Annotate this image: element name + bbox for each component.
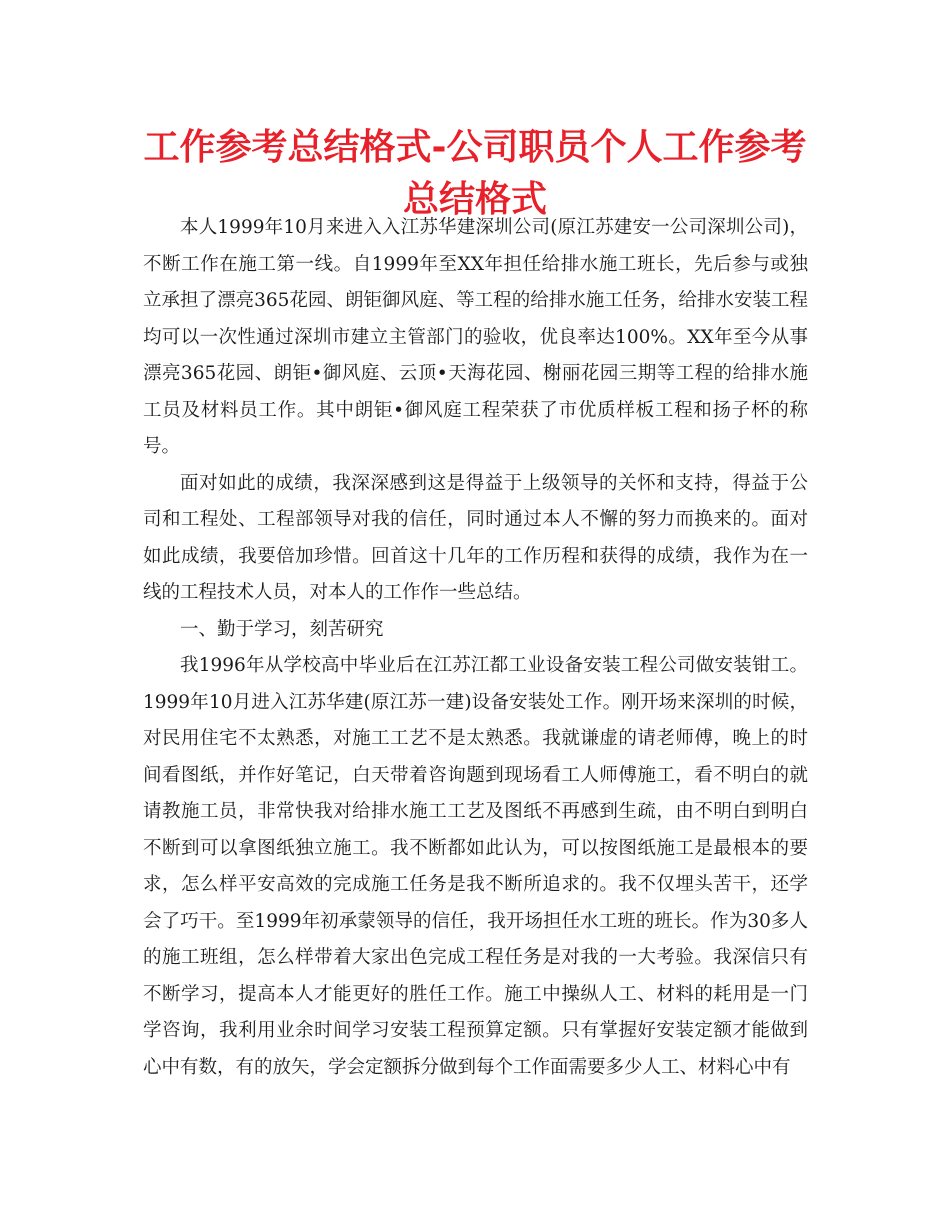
section-heading-study: 一、勤于学习，刻苦研究 [180,618,384,640]
paragraph-intro: 本人1999年10月来进入入江苏华建深圳公司(原江苏建安一公司深圳公司)，不断工作在施工第一线。自1999年至XX年担任给排水施工班长，先后参与或独立承担了漂亮365花园、朗钜御风庭、等工程的给排水施工任务，给排水安装工程均可以一次性通过深圳市建立主管部门的验收，优良率达100%。XX年至今从事漂亮365花园、朗钜•御风庭、云顶•天海花园、榭丽花园三期等工程的给排水施工员及材料员工作。其中朗钜•御风庭工程荣获了市优质样板工程和扬子杯的称号。 [143,217,808,457]
paragraph-achievement: 面对如此的成绩，我深深感到这是得益于上级领导的关怀和支持，得益于公司和工程处、工程部领导对我的信任，同时通过本人不懈的努力而换来的。面对如此成绩，我要倍加珍惜。回首这十几年的工作历程和获得的成绩，我作为在一线的工程技术人员，对本人的工作作一些总结。 [143,472,808,603]
paragraph-study: 我1996年从学校高中毕业后在江苏江都工业设备安装工程公司做安装钳工。1999年10月进入江苏华建(原江苏一建)设备安装处工作。刚开场来深圳的时候，对民用住宅不太熟悉，对施工工艺不是太熟悉。我就谦虚的请老师傅，晚上的时间看图纸，并作好笔记，白天带着咨询题到现场看工人师傅施工，看不明白的就请教施工员，非常快我对给排水施工工艺及图纸不再感到生疏，由不明白到明白不断到可以拿图纸独立施工。我不断都如此认为，可以按图纸施工是最根本的要求，怎么样平安高效的完成施工任务是我不断所追求的。我不仅埋头苦干，还学会了巧干。至1999年初承蒙领导的信任，我开场担任水工班的班长。作为30多人的施工班组，怎么样带着大家出色完成工程任务是对我的一大考验。我深信只有不断学习，提高本人才能更好的胜任工作。施工中操纵人工、材料的耗用是一门学咨询，我利用业余时间学习安装工程预算定额。只有掌握好安装定额才能做到心中有数，有的放矢，学会定额拆分做到每个工作面需要多少人工、材料心中有 [143,655,808,1078]
document-title: 工作参考总结格式-公司职员个人工作参考总结格式 [143,127,807,220]
document-body [143,210,808,1086]
